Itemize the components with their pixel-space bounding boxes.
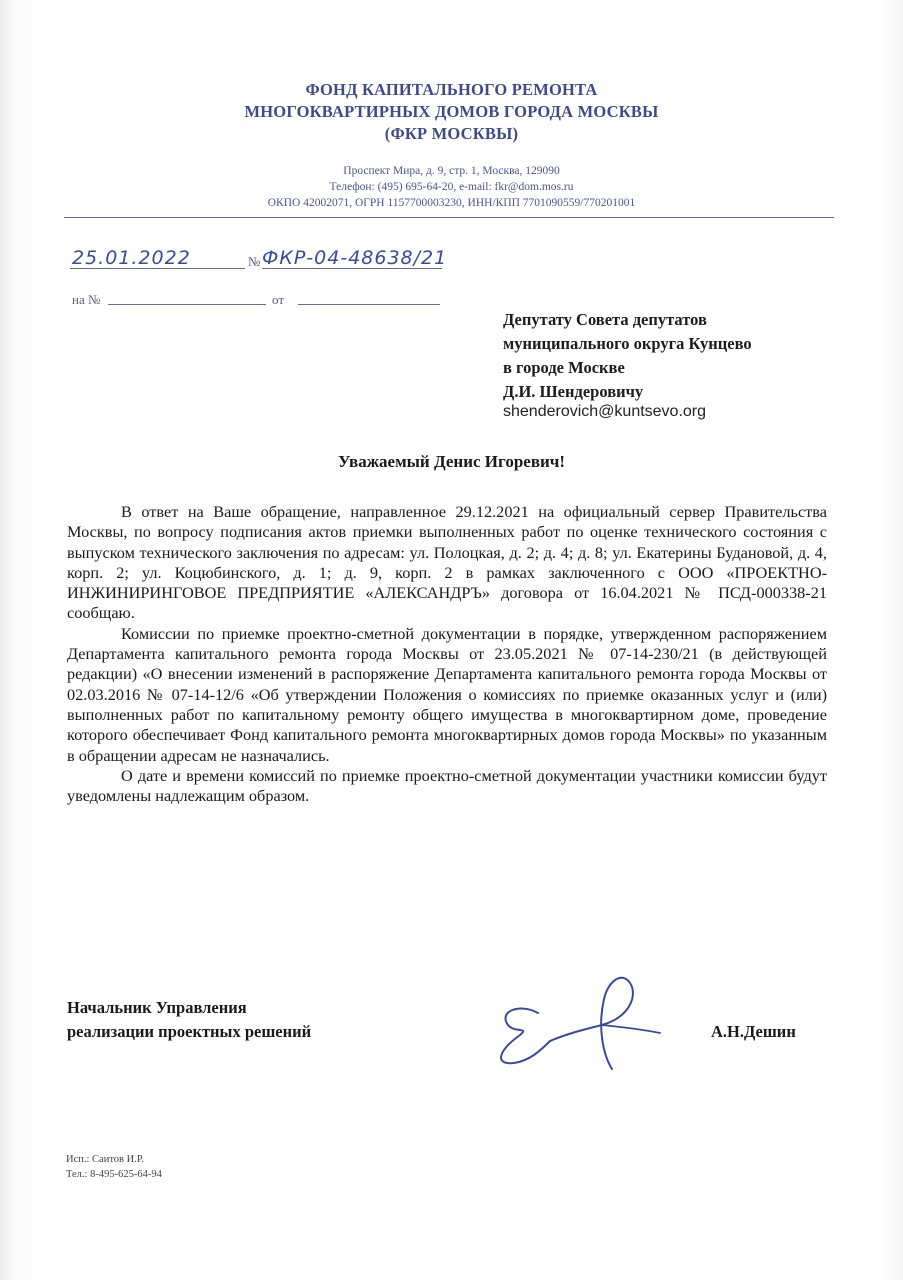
footer-executor-block — [66, 1152, 162, 1182]
reply-to-label: на № — [72, 292, 101, 307]
addressee-line2: муниципального округа Кунцево — [503, 334, 752, 353]
registration-date: 25.01.2022 — [72, 247, 191, 269]
org-phone-email: Телефон: (495) 695-64-20, e-mail: fkr@dom.mos.ru — [329, 181, 574, 193]
addressee-block — [503, 308, 752, 404]
signatory-title-line2: реализации проектных решений — [67, 1022, 312, 1041]
letter-body — [67, 502, 827, 806]
registration-number: ФКР-04-48638/21 — [262, 247, 448, 269]
greeting: Уважаемый Денис Игоревич! — [337, 452, 566, 471]
org-name-line1: ФОНД КАПИТАЛЬНОГО РЕМОНТА — [305, 80, 598, 99]
addressee-name: Д.И. Шендеровичу — [503, 382, 644, 401]
date-underline — [70, 268, 245, 269]
reply-to-blank — [108, 304, 266, 305]
body-paragraph-2: Комиссии по приемке проектно-сметной документации в порядке, утвержденном распоряжением Департамента капитального ремонта города Москвы от 23.05.2021 № 07-14-230/21 (в действующей редакции) «О внесении изменений в распоряжение Департамента капитального ремонта города Москвы от 02.03.2016 № 07-14-12/6 «Об утверждении Положения о комиссиях по приемке оказанных услуг и (или) выполненных работ по капитальному ремонту общего имущества в многоквартирном доме, проведение которого обеспечивает Фонд капитального ремонта многоквартирных домов города Москвы» по указанным в обращении адресам не назначались. — [67, 623, 827, 765]
addressee-line1: Депутату Совета депутатов — [503, 310, 707, 329]
org-address: Проспект Мира, д. 9, стр. 1, Москва, 129090 — [343, 165, 560, 177]
handwritten-signature — [490, 965, 670, 1075]
from-label: от — [272, 292, 285, 307]
org-name-line2: МНОГОКВАРТИРНЫХ ДОМОВ ГОРОДА МОСКВЫ — [244, 102, 659, 121]
signatory-title — [67, 996, 311, 1044]
body-paragraph-1: В ответ на Ваше обращение, направленное 29.12.2021 на официальный сервер Правительства Москвы, по вопросу подписания актов приемки выполненных работ по оценке технического состояния с выпуском технического заключения по адресам: ул. Полоцкая, д. 2; д. 4; д. 8; ул. Екатерины Будановой, д. 4, корп. 2; ул. Коцюбинского, д. 1; д. 9, корп. 2 в рамках заключенного с ООО «ПРОЕКТНО-ИНЖИНИРИНГОВОЕ ПРЕДПРИЯТИЕ «АЛЕКСАНДРЪ» договора от 16.04.2021 № ПСД-000338-21 сообщаю. — [67, 502, 827, 623]
addressee-line3: в городе Москве — [503, 358, 625, 377]
header-divider — [64, 217, 834, 218]
org-name-abbr: (ФКР МОСКВЫ) — [384, 124, 519, 143]
body-paragraph-3: О дате и времени комиссий по приемке проектно-сметной документации участники комиссии будут уведомлены надлежащим образом. — [67, 765, 827, 806]
signatory-name: А.Н.Дешин — [711, 1022, 796, 1041]
executor-phone: Тел.: 8-495-625-64-94 — [66, 1169, 162, 1180]
addressee-email[interactable]: shenderovich@kuntsevo.org — [503, 403, 707, 420]
signatory-title-line1: Начальник Управления — [67, 998, 247, 1017]
executor-name: Исп.: Саитов И.Р. — [66, 1154, 144, 1165]
org-codes: ОКПО 42002071, ОГРН 1157700003230, ИНН/КПП 7701090559/770201001 — [267, 197, 636, 209]
number-label: № — [248, 254, 261, 269]
from-blank — [298, 304, 440, 305]
number-underline — [262, 268, 442, 269]
